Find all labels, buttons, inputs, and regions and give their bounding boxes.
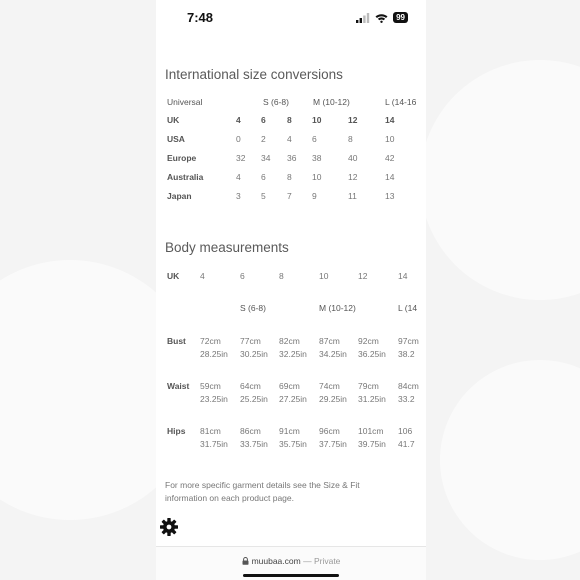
browser-bottom-bar <box>156 546 426 580</box>
measurement-cm: 64cm <box>240 381 261 391</box>
measurement-cell <box>319 425 347 451</box>
conv-cell: 4 <box>236 172 241 182</box>
conv-header-universal: Universal <box>167 97 203 107</box>
measurement-cell <box>200 425 228 451</box>
measurement-cell <box>200 335 228 361</box>
conv-cell: 11 <box>348 191 357 201</box>
body-measurements-title: Body measurements <box>165 240 289 255</box>
measurement-cell <box>200 380 228 406</box>
conv-row-label: Australia <box>167 172 204 182</box>
wifi-icon <box>375 13 388 23</box>
conv-header-large: L (14-16 <box>385 97 417 107</box>
gear-icon[interactable] <box>159 517 179 537</box>
measurement-cm: 77cm <box>240 336 261 346</box>
measurement-cm: 72cm <box>200 336 221 346</box>
body-uk-label: UK <box>167 271 180 281</box>
measurement-cm: 101cm <box>358 426 384 436</box>
measurement-cell <box>279 335 307 361</box>
measurement-cm: 97cm <box>398 336 419 346</box>
body-uk-size: 6 <box>240 271 245 281</box>
conv-cell: 9 <box>312 191 317 201</box>
body-uk-size: 14 <box>398 271 408 281</box>
body-uk-size: 4 <box>200 271 205 281</box>
conv-cell: 10 <box>385 134 395 144</box>
conv-cell: 6 <box>312 134 317 144</box>
conv-cell: 34 <box>261 153 271 163</box>
conv-cell: 13 <box>385 191 395 201</box>
conv-row-label: UK <box>167 115 180 125</box>
body-group-small: S (6-8) <box>240 303 266 313</box>
measurement-in: 41.7 <box>398 439 415 449</box>
measurement-cell <box>358 335 386 361</box>
conv-cell: 5 <box>261 191 266 201</box>
body-row-label: Hips <box>167 426 186 436</box>
body-uk-size: 8 <box>279 271 284 281</box>
measurement-cm: 82cm <box>279 336 300 346</box>
measurement-cm: 91cm <box>279 426 300 436</box>
conv-header-medium: M (10-12) <box>313 97 350 107</box>
measurement-in: 33.75in <box>240 439 268 449</box>
measurement-in: 34.25in <box>319 349 347 359</box>
conversions-title: International size conversions <box>165 67 343 82</box>
body-uk-size: 10 <box>319 271 329 281</box>
conv-cell: 14 <box>385 115 395 125</box>
conv-cell: 10 <box>312 172 322 182</box>
status-bar <box>156 0 426 36</box>
measurement-in: 35.75in <box>279 439 307 449</box>
measurement-in: 31.25in <box>358 394 386 404</box>
measurement-cell <box>279 380 307 406</box>
measurement-in: 25.25in <box>240 394 268 404</box>
lock-icon <box>242 557 249 565</box>
body-group-medium: M (10-12) <box>319 303 356 313</box>
measurement-in: 30.25in <box>240 349 268 359</box>
measurement-cell <box>319 335 347 361</box>
measurement-cell <box>240 335 268 361</box>
measurement-cm: 69cm <box>279 381 300 391</box>
body-row-label: Bust <box>167 336 186 346</box>
measurement-cell <box>398 335 419 361</box>
url-domain: muubaa.com <box>251 556 301 566</box>
home-indicator[interactable] <box>243 574 339 577</box>
measurement-cm: 79cm <box>358 381 379 391</box>
measurement-in: 36.25in <box>358 349 386 359</box>
measurement-cell <box>398 425 415 451</box>
measurement-cell <box>319 380 347 406</box>
conv-cell: 6 <box>261 115 266 125</box>
measurement-in: 31.75in <box>200 439 228 449</box>
body-row-label: Waist <box>167 381 190 391</box>
measurement-in: 39.75in <box>358 439 386 449</box>
conv-cell: 10 <box>312 115 322 125</box>
measurement-cm: 106 <box>398 426 413 436</box>
measurement-cm: 92cm <box>358 336 379 346</box>
measurement-cell <box>240 425 268 451</box>
measurement-in: 23.25in <box>200 394 228 404</box>
conv-row-label: Japan <box>167 191 192 201</box>
url-separator: — <box>303 556 312 566</box>
size-fit-footnote: For more specific garment details see the Size & Fit information on each product page. <box>165 480 360 503</box>
measurement-cm: 84cm <box>398 381 419 391</box>
measurement-in: 38.2 <box>398 349 415 359</box>
measurement-cm: 96cm <box>319 426 340 436</box>
conv-cell: 4 <box>236 115 241 125</box>
measurement-in: 27.25in <box>279 394 307 404</box>
status-time: 7:48 <box>187 10 214 25</box>
conv-cell: 0 <box>236 134 241 144</box>
conv-cell: 12 <box>348 115 358 125</box>
conv-header-small: S (6-8) <box>263 97 289 107</box>
conv-cell: 3 <box>236 191 241 201</box>
body-uk-size: 12 <box>358 271 368 281</box>
conv-cell: 8 <box>348 134 353 144</box>
private-mode-label: Private <box>313 556 341 566</box>
measurement-cell <box>358 425 386 451</box>
conv-cell: 14 <box>385 172 395 182</box>
conv-cell: 6 <box>261 172 266 182</box>
measurement-in: 37.75in <box>319 439 347 449</box>
body-group-large: L (14 <box>398 303 418 313</box>
conv-cell: 8 <box>287 172 292 182</box>
measurement-cm: 74cm <box>319 381 340 391</box>
measurement-cell <box>279 425 307 451</box>
conv-cell: 42 <box>385 153 395 163</box>
measurement-cell <box>240 380 268 406</box>
conv-cell: 38 <box>312 153 322 163</box>
conv-row-label: USA <box>167 134 185 144</box>
measurement-cm: 86cm <box>240 426 261 436</box>
measurement-cm: 59cm <box>200 381 221 391</box>
measurement-in: 29.25in <box>319 394 347 404</box>
conv-row-label: Europe <box>167 153 197 163</box>
phone-screen <box>156 0 426 580</box>
conv-cell: 2 <box>261 134 266 144</box>
measurement-cm: 87cm <box>319 336 340 346</box>
url-bar[interactable] <box>156 556 426 566</box>
conv-cell: 4 <box>287 134 292 144</box>
measurement-cm: 81cm <box>200 426 221 436</box>
battery-icon: 99 <box>393 12 408 23</box>
measurement-in: 33.2 <box>398 394 415 404</box>
status-icons <box>356 12 408 23</box>
conv-cell: 32 <box>236 153 246 163</box>
measurement-cell <box>358 380 386 406</box>
measurement-in: 28.25in <box>200 349 228 359</box>
conv-cell: 40 <box>348 153 358 163</box>
conv-cell: 8 <box>287 115 292 125</box>
conv-cell: 12 <box>348 172 358 182</box>
conv-cell: 36 <box>287 153 297 163</box>
measurement-in: 32.25in <box>279 349 307 359</box>
conv-cell: 7 <box>287 191 292 201</box>
signal-icon <box>356 13 370 23</box>
measurement-cell <box>398 380 419 406</box>
